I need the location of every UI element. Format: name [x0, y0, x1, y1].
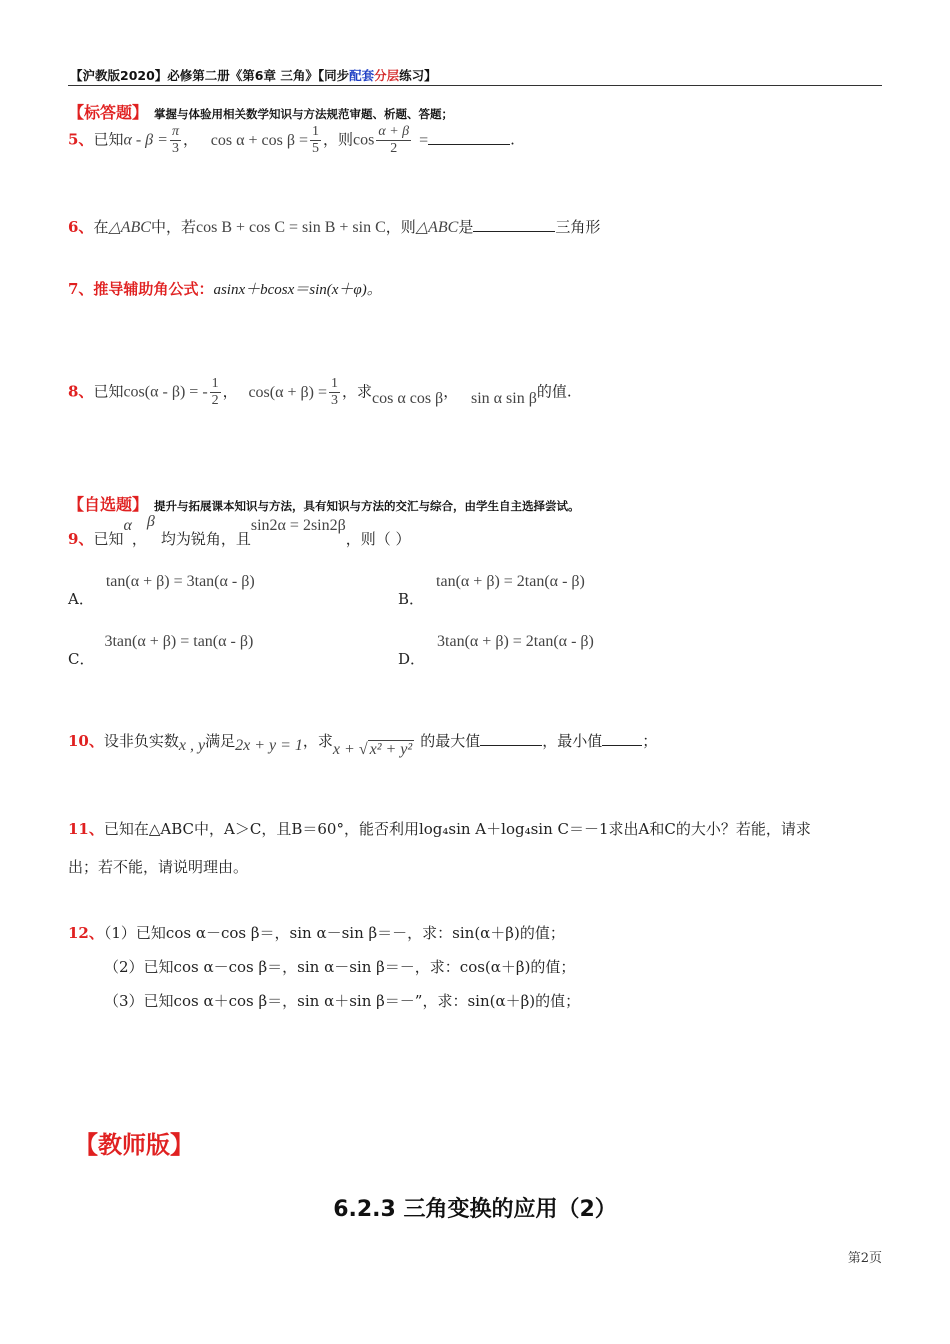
header-suffix: 练习】: [399, 68, 437, 83]
question-number: 12、: [68, 924, 104, 942]
question-8: 8、已知cos(α - β) = - $\frac{1}{2}$ ， cos(α + β) = $\frac{1}{3}$ ，求cos α cos β， sin α sin β的值.: [68, 376, 572, 408]
question-12: [68, 916, 580, 1018]
header-blue: 配套: [349, 68, 375, 83]
q10-condition: 2x + y = 1: [235, 737, 303, 754]
q8-expr3: cos α cos β: [372, 389, 444, 407]
answer-blank[interactable]: [428, 144, 510, 145]
header-red: 分层: [374, 68, 400, 83]
q8-frac1: $\frac{1}{2}$: [211, 376, 219, 408]
answer-blank[interactable]: [480, 745, 542, 746]
question-5: 5、已知α - β = $\frac{\pi}{3}$ ， cos α + cos β = $\frac{1}{5}$ ，则cos $\frac{\alpha + \beta}{2}$ = .: [68, 124, 515, 156]
header-prefix: 【沪教版2020】必修第二册《第6章 三角》【同步: [70, 68, 350, 83]
question-number: 10、: [68, 732, 104, 750]
q5-frac1: $\frac{\pi}{3}$: [171, 124, 179, 156]
question-number: 11、: [68, 820, 104, 838]
q5-then: ，则: [323, 130, 354, 149]
q12-part-2: （2）已知cos α－cos β＝，sin α－sin β＝－，求：cos(α＋β)的值；: [104, 958, 576, 976]
question-6: 6、在△ABC中，若cos B + cos C = sin B + sin C，则△ABC是 三角形: [68, 218, 601, 236]
q12-part-3: （3）已知cos α＋cos β＝，sin α＋sin β＝－”，求：sin(α＋β)的值；: [104, 992, 581, 1010]
option-d[interactable]: D．3tan(α + β) = 2tan(α - β): [398, 633, 594, 668]
section-tag: 【自选题】: [68, 495, 149, 514]
q5-frac3: $\frac{\alpha + \beta}{2}$: [378, 124, 410, 156]
q7-formula: asinx＋bcosx＝sin(x＋φ)。: [213, 282, 382, 298]
page-number: 第2页: [847, 1251, 882, 1266]
q6-triangle: △ABC: [108, 219, 151, 236]
question-7: [68, 278, 382, 299]
q8-frac2: $\frac{1}{3}$: [331, 376, 338, 408]
q11-line2: 出；若不能，请说明理由。: [68, 858, 249, 876]
question-11: [68, 810, 811, 886]
section-desc: 提升与拓展课本知识与方法，具有知识与方法的交汇与综合，由学生自主选择尝试。: [154, 499, 580, 513]
q5-frac2: $\frac{1}{5}$: [312, 124, 319, 156]
answer-blank[interactable]: [473, 231, 555, 232]
page-header: [70, 66, 437, 84]
q6-expr: cos B + cos C = sin B + sin C: [196, 219, 386, 236]
answer-blank[interactable]: [602, 745, 642, 746]
option-c[interactable]: C．3tan(α + β) = tan(α - β): [68, 633, 254, 668]
teacher-version-label: 【教师版】: [74, 1131, 194, 1159]
q9-condition: sin2α = 2sin2β: [250, 517, 346, 534]
section-standard: [68, 100, 453, 123]
q10-radical: x² + y²: [369, 741, 413, 758]
sqrt-icon: √: [358, 741, 368, 758]
question-9: 9、已知α，β均为锐角，且sin2α = 2sin2β，则（ ）: [68, 513, 411, 548]
page-title: 6.2.3 三角变换的应用（2）: [333, 1197, 617, 1222]
question-number: 8、: [68, 382, 94, 401]
header-divider: [68, 85, 882, 86]
section-optional: [68, 492, 580, 515]
q5-expr1: α - β =: [123, 131, 168, 149]
q11-line1: 已知在△ABC中，A＞C，且B＝60°，能否利用log₄sin A＋log₄sin C＝－1求出A和C的大小？若能，请求: [103, 820, 811, 838]
question-number: 6、: [68, 218, 94, 236]
q8-expr4: sin α sin β: [471, 389, 537, 407]
section-tag: 【标答题】: [68, 103, 149, 122]
q12-part-1: （1）已知cos α－cos β＝，sin α－sin β＝－，求：sin(α＋β)的值；: [103, 924, 565, 942]
question-number: 9、: [68, 530, 94, 548]
q5-expr2: cos α + cos β =: [210, 131, 308, 149]
question-number: 7、推导辅助角公式：: [68, 280, 214, 298]
option-b[interactable]: B．tan(α + β) = 2tan(α - β): [398, 573, 585, 608]
question-number: 5、: [68, 130, 94, 149]
q5-lead: 已知: [93, 130, 124, 149]
q8-expr1: cos(α - β) = -: [123, 383, 208, 401]
option-a[interactable]: A．tan(α + β) = 3tan(α - β): [68, 573, 255, 608]
question-10: 10、设非负实数x , y满足2x + y = 1，求x + √ x² + y² 的最大值 ，最小值 ；: [68, 732, 658, 758]
q8-expr2: cos(α + β) =: [248, 383, 327, 401]
q5-expr3: cos: [353, 131, 375, 149]
section-desc: 掌握与体验用相关数学知识与方法规范审题、析题、答题；: [154, 107, 454, 121]
